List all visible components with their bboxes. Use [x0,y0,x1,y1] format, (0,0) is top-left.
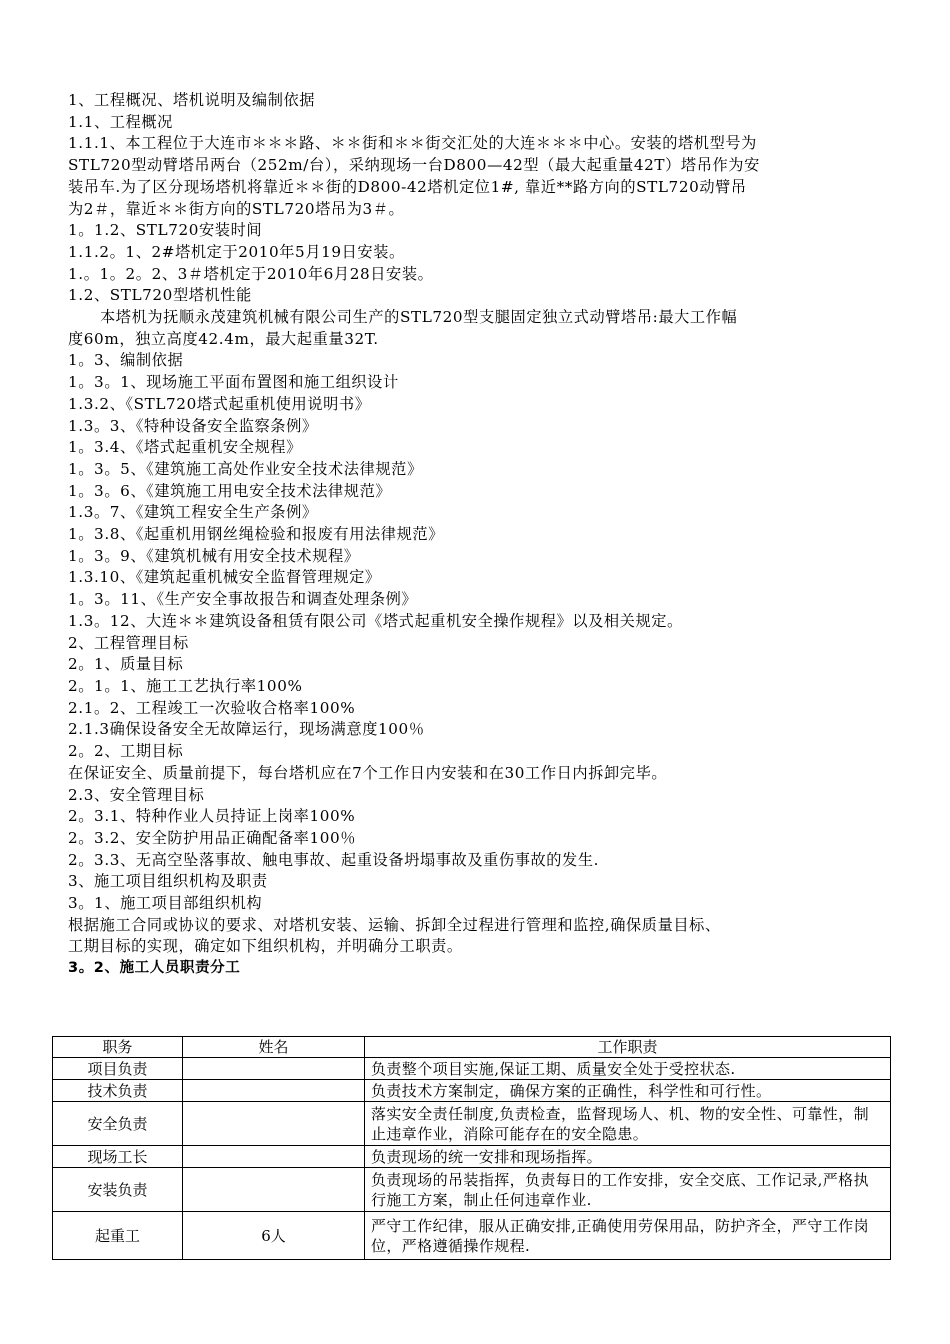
cell-role: 安全负责 [53,1102,183,1146]
cell-role: 项目负责 [53,1058,183,1080]
cell-duty: 负责技术方案制定，确保方案的正确性，科学性和可行性。 [365,1080,891,1102]
duty-table [52,1036,891,1260]
cell-name [183,1058,365,1080]
text-line: 本塔机为抚顺永茂建筑机械有限公司生产的STL720型支腿固定独立式动臂塔吊:最大工作幅 [100,308,738,327]
text-line: 1.。1。2。2、3＃塔机定于2010年6月28日安装。 [68,264,434,283]
text-line: 为2＃，靠近＊＊街方向的STL720塔吊为3＃。 [68,199,405,218]
table-row [53,1212,891,1260]
cell-role: 现场工长 [53,1146,183,1168]
text-line: 1.3。12、大连＊＊建筑设备租赁有限公司《塔式起重机安全操作规程》以及相关规定。 [68,611,683,630]
cell-name [183,1168,365,1212]
text-line: 2。1、质量目标 [68,655,184,674]
cell-duty: 负责现场的统一安排和现场指挥。 [365,1146,891,1168]
text-line: 1.3。3、《特种设备安全监察条例》 [68,416,318,435]
cell-name: 6人 [183,1212,365,1260]
text-line: 1、工程概况、塔机说明及编制依据 [68,91,316,109]
cell-role: 起重工 [53,1212,183,1260]
text-line: 1.3。7、《建筑工程安全生产条例》 [68,503,318,522]
table-row [53,1146,891,1168]
header-name: 姓名 [183,1037,365,1058]
text-line: 1。3。6、《建筑施工用电安全技术法律规范》 [68,481,392,500]
cell-role: 安装负责 [53,1168,183,1212]
text-line: 装吊车.为了区分现场塔机将靠近＊＊街的D800-42塔机定位1#, 靠近**路方向的STL720动臂吊 [68,177,747,196]
text-line: 1.1.1、本工程位于大连市＊＊＊路、＊＊街和＊＊街交汇处的大连＊＊＊中心。安装的塔机型号为 [68,134,757,153]
text-line: 1.1、工程概况 [68,112,173,131]
text-line: 3、施工项目组织机构及职责 [68,872,268,891]
text-line: 3。2、施工人员职责分工 [68,960,241,977]
text-line: 1.2、STL720型塔机性能 [68,286,252,305]
text-line: 1.3.2、《STL720塔式起重机使用说明书》 [68,394,371,413]
cell-duty: 负责整个项目实施,保证工期、质量安全处于受控状态. [365,1058,891,1080]
table-header-row [53,1037,891,1058]
text-line: 1。3。5、《建筑施工高处作业安全技术法律规范》 [68,459,423,478]
text-line: 1。3。9、《建筑机械有用安全技术规程》 [68,546,360,565]
cell-duty: 严守工作纪律，服从正确安排,正确使用劳保用品，防护齐全，严守工作岗位，严格遵循操作规程. [365,1212,891,1260]
text-line: 2。3.3、无高空坠落事故、触电事故、起重设备坍塌事故及重伤事故的发生. [68,850,600,869]
text-line: 1。3.8、《起重机用钢丝绳检验和报废有用法律规范》 [68,525,444,544]
header-role: 职务 [53,1037,183,1058]
text-line: 在保证安全、质量前提下，每台塔机应在7个工作日内安装和在30工作日内拆卸完毕。 [68,763,668,782]
cell-name [183,1102,365,1146]
text-line: 1.3.10、《建筑起重机械安全监督管理规定》 [68,568,381,587]
text-line: 2。1。1、施工工艺执行率100% [68,676,303,695]
text-line: 2。3.2、安全防护用品正确配备率100％ [68,828,357,847]
text-line: 1。3.4、《塔式起重机安全规程》 [68,438,302,457]
text-line: 工期目标的实现，确定如下组织机构，并明确分工职责。 [68,937,463,956]
text-line: 1。3。1、现场施工平面布置图和施工组织设计 [68,373,399,392]
table-row [53,1080,891,1102]
cell-name [183,1080,365,1102]
text-line: 2。3.1、特种作业人员持证上岗率100% [68,807,356,826]
text-line: 1。1.2、STL720安装时间 [68,221,263,240]
table-row [53,1058,891,1080]
cell-name [183,1146,365,1168]
text-line: 2。2、工期目标 [68,742,184,761]
text-line: 2.1。2、工程竣工一次验收合格率100% [68,698,356,717]
text-line: 1。3、编制依据 [68,351,184,370]
header-duty: 工作职责 [365,1037,891,1058]
text-line: 2、工程管理目标 [68,633,189,652]
text-line: 2.3、安全管理目标 [68,785,205,804]
text-line: 3。1、施工项目部组织机构 [68,894,263,913]
text-line: 2.1.3确保设备安全无故障运行，现场满意度100％ [68,720,425,739]
table-row [53,1102,891,1146]
text-line: 度60m，独立高度42.4m，最大起重量32T. [68,329,379,348]
text-line: STL720型动臂塔吊两台（252m/台），采纳现场一台D800—42型（最大起重量42T）塔吊作为安 [68,156,760,175]
document-body [68,90,888,980]
cell-duty: 负责现场的吊装指挥，负责每日的工作安排，安全交底、工作记录,严格执行施工方案，制止任何违章作业. [365,1168,891,1212]
text-line: 根据施工合同或协议的要求、对塔机安装、运输、拆卸全过程进行管理和监控,确保质量目标、 [68,915,721,934]
text-line: 1。3。11、《生产安全事故报告和调查处理条例》 [68,590,418,609]
table-row [53,1168,891,1212]
text-line: 1.1.2。1、2#塔机定于2010年5月19日安装。 [68,242,405,261]
cell-role: 技术负责 [53,1080,183,1102]
cell-duty: 落实安全责任制度,负责检查，监督现场人、机、物的安全性、可靠性，制止违章作业，消除可能存在的安全隐患。 [365,1102,891,1146]
